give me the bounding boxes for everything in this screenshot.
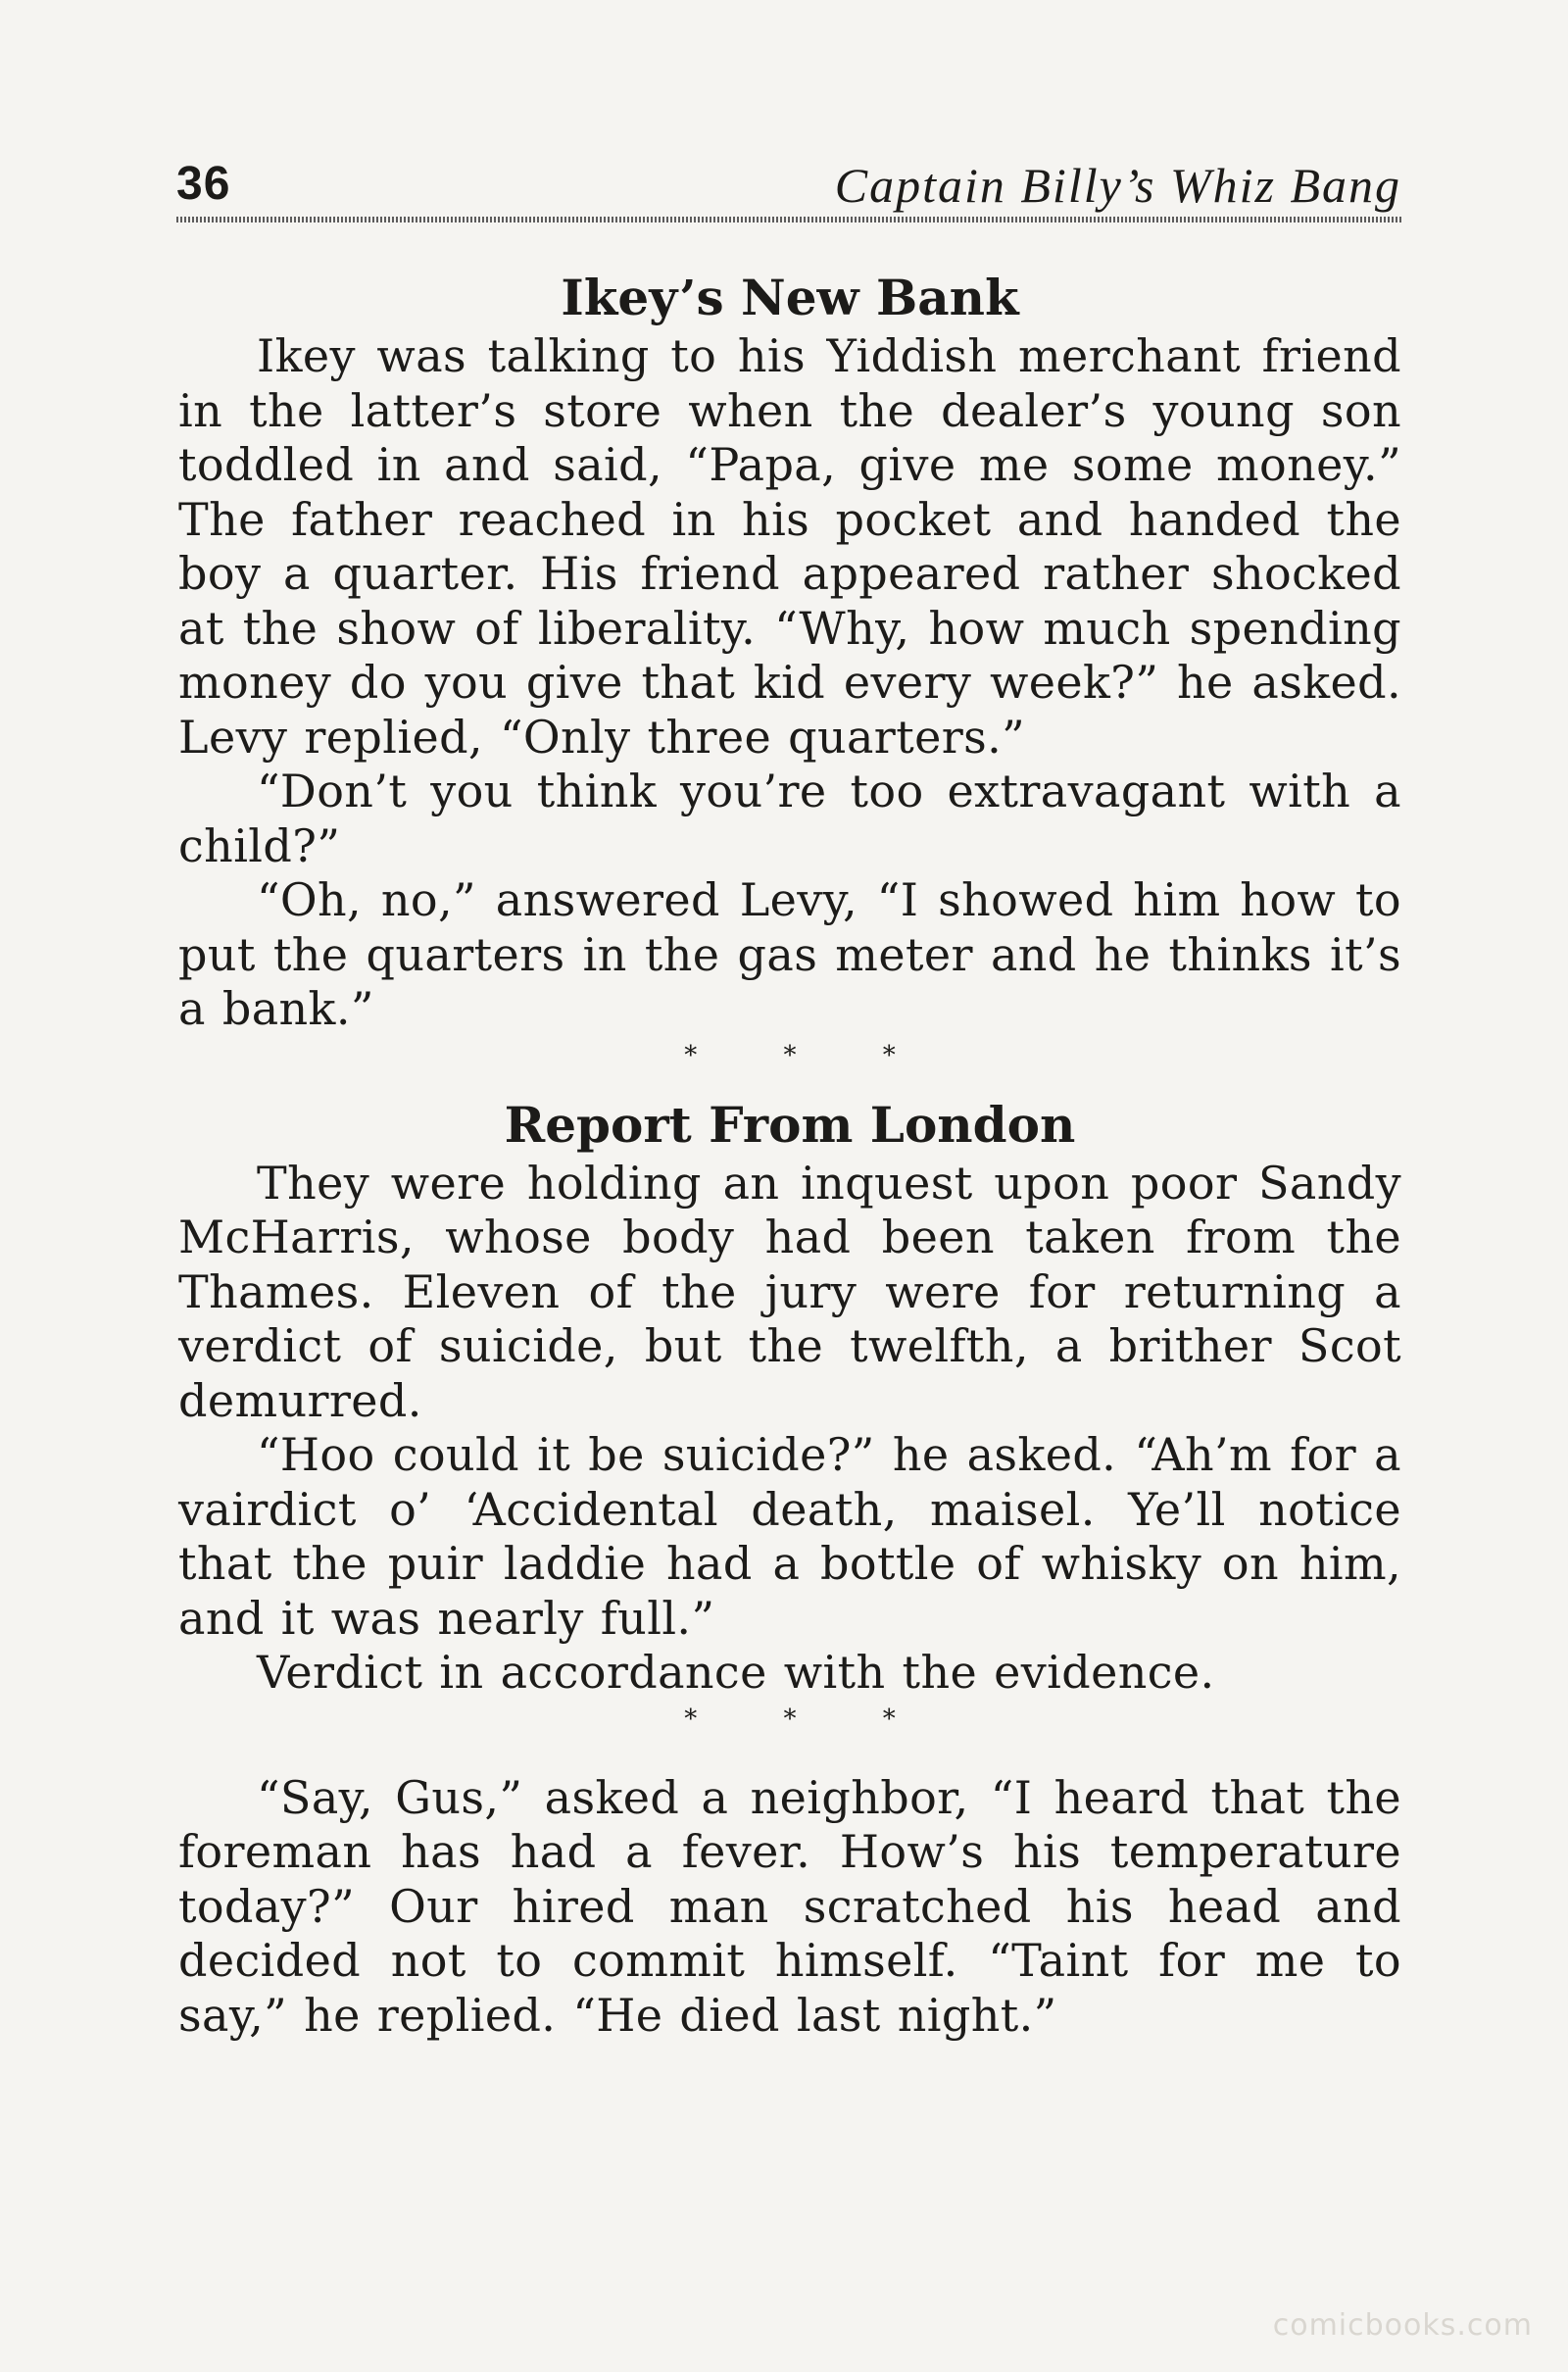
- article-paragraph: “Hoo could it be suicide?” he asked. “Ah’m for a vairdict o’ ‘Accidental death, maisel. Ye’ll notice that the puir laddie had a bottle of whisky on him, and it was nearly full.”: [178, 1428, 1401, 1645]
- watermark: comicbooks.com: [1272, 2308, 1533, 2343]
- page-header: [176, 147, 1401, 216]
- article-paragraph: Ikey was talking to his Yiddish merchant friend in the latter’s store when the dealer’s young son toddled in and said, “Papa, give me some money.” The father reached in his pocket and handed the boy a quarter. His friend appeared rather shocked at the show of liberality. “Why, how much spending money do you give that kid every week?” he asked. Levy replied, “Only three quarters.”: [178, 329, 1401, 764]
- section-separator: * * *: [684, 1040, 935, 1070]
- header-rule: [176, 217, 1401, 222]
- article-paragraph: “Don’t you think you’re too extravagant with a child?”: [178, 765, 1401, 872]
- page-content: [178, 267, 1401, 2043]
- article-title-report-from-london: Report From London: [504, 1095, 1076, 1154]
- section-separator: * * *: [684, 1704, 935, 1734]
- article-paragraph: Verdict in accordance with the evidence.: [257, 1646, 1215, 1699]
- running-title: Captain Billy’s Whiz Bang: [834, 158, 1401, 213]
- page-number: 36: [176, 158, 231, 210]
- article-paragraph: They were holding an inquest upon poor Sandy McHarris, whose body had been taken from the Thames. Eleven of the jury were for returning a verdict of suicide, but the twelfth, a brither Scot demurred.: [178, 1156, 1401, 1427]
- article-paragraph: “Oh, no,” answered Levy, “I showed him how to put the quarters in the gas meter and he thinks it’s a bank.”: [178, 873, 1401, 1035]
- article-title-ikeys-new-bank: Ikey’s New Bank: [561, 269, 1019, 326]
- article-paragraph: “Say, Gus,” asked a neighbor, “I heard that the foreman has had a fever. How’s his temperature today?” Our hired man scratched his head and decided not to commit himself. “Taint for me to say,” he replied. “He died last night.”: [178, 1770, 1401, 2042]
